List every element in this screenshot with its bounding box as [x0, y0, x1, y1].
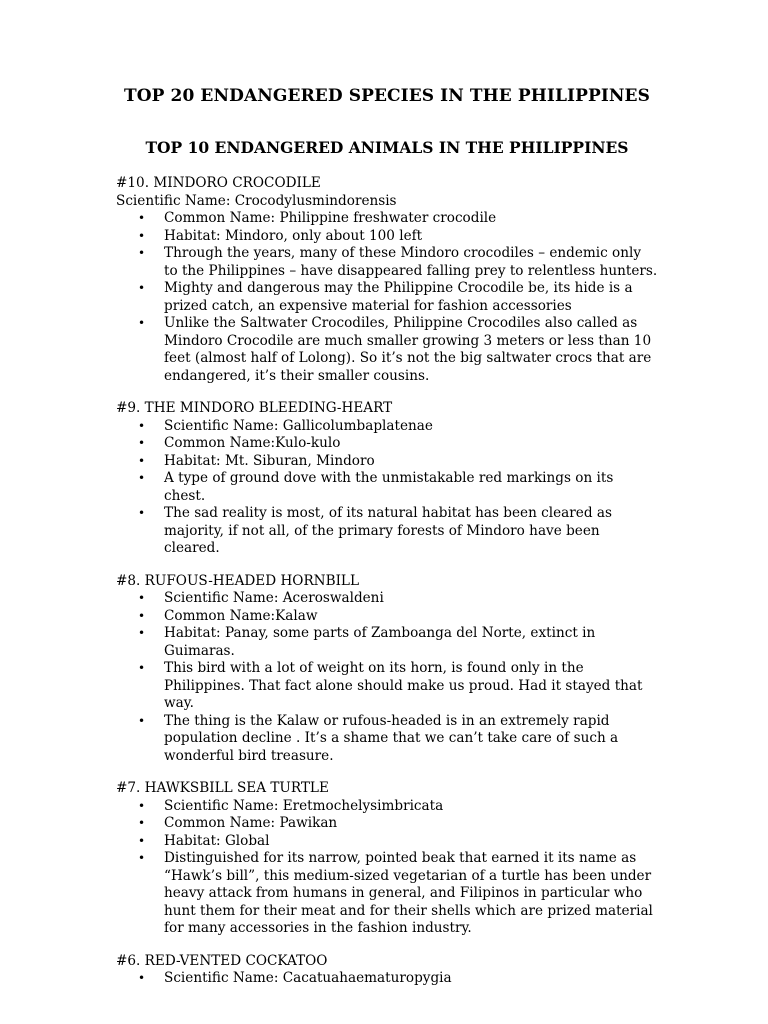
species-section-8	[116, 573, 658, 766]
list-item	[116, 245, 658, 280]
list-item-text: The thing is the Kalaw or rufous-headed is in an extremely rapid population decline . It’s a shame that we can’t take care of such a wonderful bird treasure.	[164, 712, 619, 764]
bullet-icon: •	[138, 228, 146, 243]
list-item	[116, 505, 658, 558]
list-item	[116, 418, 658, 436]
list-item	[116, 815, 658, 833]
list-item-text: Habitat: Mt. Siburan, Mindoro	[164, 452, 375, 469]
bullet-icon: •	[138, 591, 146, 605]
bullet-icon: •	[138, 608, 146, 623]
section-heading: #6. RED-VENTED COCKATOO	[116, 952, 328, 969]
list-item-text: Distinguished for its narrow, pointed beak that earned it its name as “Hawk’s bill”, this medium-sized vegetarian of a turtle has been under heavy attack from humans in general, and Filipinos in particular who hunt them for their meat and for their shells which are prized material for many accessories in the fashion industry.	[164, 850, 653, 936]
bullet-icon: •	[138, 211, 146, 225]
list-item	[116, 833, 658, 851]
species-section-9	[116, 400, 658, 558]
list-item-text: Mighty and dangerous may the Philippine Crocodile be, its hide is a prized catch, an expensive material for fashion accessories	[164, 280, 633, 314]
list-item	[116, 470, 658, 505]
list-item-text: The sad reality is most, of its natural habitat has been cleared as majority, if not all, of the primary forests of Mindoro have been cleared.	[164, 505, 612, 556]
list-item-text: Habitat: Panay, some parts of Zamboanga del Norte, extinct in Guimaras.	[164, 625, 596, 659]
bullet-icon: •	[138, 453, 146, 468]
bullet-list	[116, 798, 658, 938]
species-section-6	[116, 953, 658, 988]
list-item	[116, 228, 658, 246]
bullet-list	[116, 590, 658, 765]
bullet-icon: •	[138, 246, 146, 260]
list-item-text: Through the years, many of these Mindoro crocodiles – endemic only to the Philippines – have disappeared falling prey to relentless hunters.	[164, 245, 658, 279]
list-item	[116, 713, 658, 766]
list-item	[116, 315, 658, 385]
list-item-text: A type of ground dove with the unmistakable red markings on its chest.	[164, 470, 614, 504]
document-title: TOP 20 ENDANGERED SPECIES IN THE PHILIPPINES	[124, 86, 650, 106]
list-item-text: This bird with a lot of weight on its horn, is found only in the Philippines. That fact alone should make us proud. Had it stayed that way.	[164, 660, 643, 711]
list-item	[116, 798, 658, 816]
bullet-icon: •	[138, 833, 146, 848]
bullet-list	[116, 970, 658, 988]
list-item	[116, 210, 658, 228]
bullet-icon: •	[138, 626, 146, 640]
list-item-text: Habitat: Global	[164, 832, 270, 849]
list-item-text: Scientific Name: Cacatuahaematuropygia	[164, 970, 452, 986]
bullet-icon: •	[138, 281, 146, 295]
list-item-text: Scientific Name: Gallicolumbaplatenae	[164, 417, 433, 434]
list-item	[116, 608, 658, 626]
bullet-icon: •	[138, 436, 146, 450]
list-item	[116, 660, 658, 713]
section-heading: #7. HAWKSBILL SEA TURTLE	[116, 780, 329, 796]
bullet-icon: •	[138, 471, 146, 485]
list-item	[116, 435, 658, 453]
bullet-icon: •	[138, 713, 146, 728]
bullet-icon: •	[138, 506, 146, 520]
bullet-icon: •	[138, 316, 146, 330]
document-subtitle: TOP 10 ENDANGERED ANIMALS IN THE PHILIPPINES	[145, 138, 629, 157]
bullet-icon: •	[138, 971, 146, 985]
section-heading: #8. RUFOUS-HEADED HORNBILL	[116, 572, 359, 589]
list-item-text: Unlike the Saltwater Crocodiles, Philippine Crocodiles also called as Mindoro Crocodile are much smaller growing 3 meters or less than 10 feet (almost half of Lolong). So it’s not the big saltwater crocs that are endangered, it’s their smaller cousins.	[164, 315, 652, 384]
list-item-text: Scientific Name: Eretmochelysimbricata	[164, 797, 444, 814]
list-item-text: Scientific Name: Aceroswaldeni	[164, 590, 384, 606]
scientific-name-line: Scientific Name: Crocodylusmindorensis	[116, 192, 397, 209]
bullet-icon: •	[138, 798, 146, 813]
bullet-list	[116, 418, 658, 558]
list-item	[116, 453, 658, 471]
species-section-7	[116, 780, 658, 938]
section-heading: #9. THE MINDORO BLEEDING-HEART	[116, 400, 393, 416]
section-heading: #10. MINDORO CROCODILE	[116, 175, 321, 191]
list-item	[116, 625, 658, 660]
list-item-text: Common Name:Kalaw	[164, 607, 318, 624]
list-item	[116, 280, 658, 315]
list-item-text: Habitat: Mindoro, only about 100 left	[164, 227, 423, 244]
species-section-10	[116, 175, 658, 385]
bullet-icon: •	[138, 418, 146, 433]
bullet-icon: •	[138, 816, 146, 830]
bullet-list	[116, 210, 658, 385]
list-item	[116, 850, 658, 938]
list-item-text: Common Name: Pawikan	[164, 815, 338, 831]
list-item	[116, 590, 658, 608]
list-item	[116, 970, 658, 988]
bullet-icon: •	[138, 851, 146, 865]
bullet-icon: •	[138, 661, 146, 675]
list-item-text: Common Name: Philippine freshwater crocodile	[164, 210, 497, 226]
list-item-text: Common Name:Kulo-kulo	[164, 435, 341, 451]
